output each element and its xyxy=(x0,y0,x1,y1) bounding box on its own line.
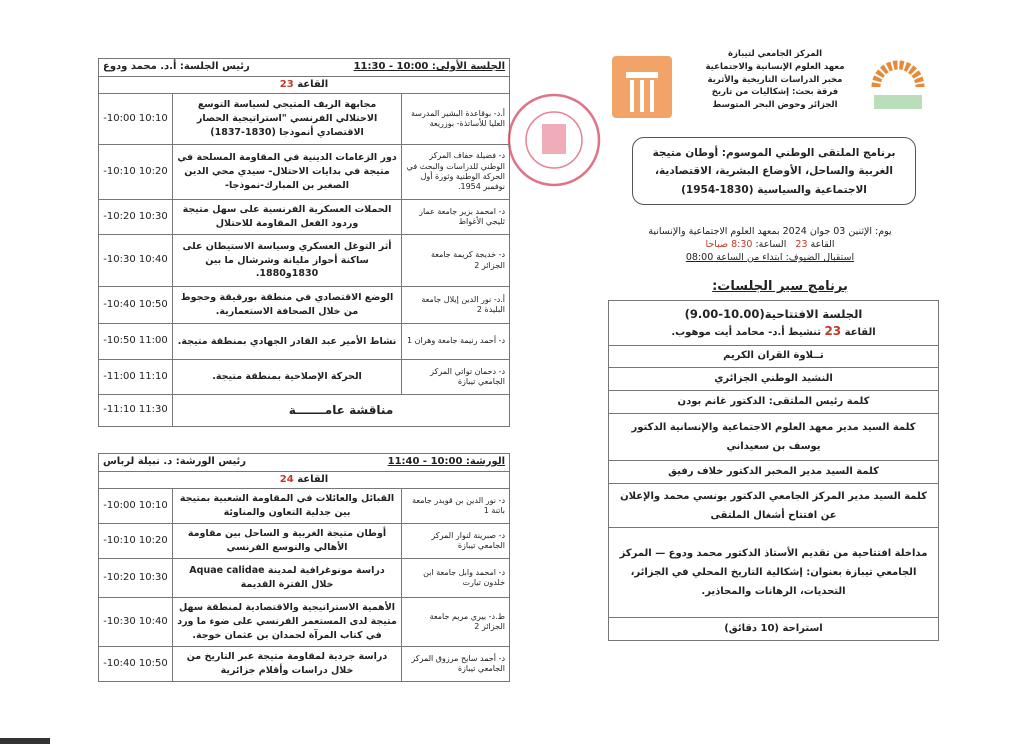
paper-title: الأهمية الاستراتيجية والاقتصادية لمنطقة سهل متيجة لدى المستعمر الفرنسي على ضوء ما ورد في كتاب المرآة لحمدان بن عثمان خوجة. xyxy=(173,598,402,647)
session-title: الجلسة الأولى: 10:00 - 11:30 xyxy=(353,61,506,72)
opening-header xyxy=(609,301,939,346)
table-row xyxy=(99,598,510,647)
header-line: الجزائر وحوض البحر المتوسط xyxy=(712,100,838,110)
opening-item: كلمة السيد مدير المخبر الدكتور خلاف رفيق xyxy=(609,461,939,484)
time-slot: -10:10 10:20 xyxy=(99,145,173,200)
time-slot: -10:00 10:10 xyxy=(99,489,173,524)
time-slot: -10:10 10:20 xyxy=(99,524,173,559)
speaker-cell: أ.د- نور الدين إيلال جامعة البليدة 2 xyxy=(402,287,510,324)
start-time: 8:30 صباحا xyxy=(705,239,753,250)
time-label: الساعة: xyxy=(755,239,787,250)
paper-title: دراسة جردية لمقاومة متيجة عبر التاريخ من خلال دراسات وأقلام جزائرية xyxy=(173,647,402,682)
opening-item: كلمة السيد مدير المركز الجامعي الدكتور يونسي محمد والإعلان عن افتتاح أشغال الملتقى xyxy=(609,484,939,528)
time-slot: -10:20 10:30 xyxy=(99,559,173,598)
workshop-chair: رئيس الورشة: د. نبيلة لرباس xyxy=(103,456,247,467)
room-label: القاعة xyxy=(297,78,329,90)
speaker-cell: أ.د- بوقاعدة البشير المدرسة العليا للأساتذة- بوزريعة xyxy=(402,94,510,145)
general-discussion: مناقشة عامـــــــة xyxy=(173,395,510,427)
header-line: مخبر الدراسات التاريخية والأثرية xyxy=(707,74,843,85)
session1-header xyxy=(99,59,510,77)
moderator: تنشيط أ.د- محامد أيت موهوب. xyxy=(671,326,821,338)
time-slot: -10:00 10:10 xyxy=(99,94,173,145)
institution-header xyxy=(690,48,860,112)
time-slot: -10:30 10:40 xyxy=(99,235,173,287)
program-title: برنامج سير الجلسات: xyxy=(712,279,848,294)
table-row xyxy=(99,360,510,395)
table-row xyxy=(99,287,510,324)
session-chair: رئيس الجلسة: أ.د. محمد ودوع xyxy=(103,61,250,72)
speaker-cell: د- خديجة كريمة جامعة الجزائر 2 xyxy=(402,235,510,287)
room-number: 24 xyxy=(279,473,294,485)
room-label: القاعة xyxy=(844,326,876,338)
corner-bar xyxy=(0,738,50,744)
paper-title: دور الزعامات الدينية في المقاومة المسلحة في متيجة في بدايات الاحتلال- سيدي محي الدين الصغير بن المبارك-نموذجا- xyxy=(173,145,402,200)
room-label: القاعة xyxy=(810,239,835,250)
session1-room xyxy=(99,76,510,94)
opening-item: مداخلة افتتاحية من تقديم الأستاذ الدكتور محمد ودوع — المركز الجامعي تيبازة بعنوان: إشكالية التاريخ المحلي في الجزائر، التحديات، الرهانات والمحاذير. xyxy=(609,528,939,618)
university-logo xyxy=(868,55,928,115)
header-line: معهد العلوم الإنسانية والاجتماعية xyxy=(705,61,845,72)
official-stamp xyxy=(506,92,602,188)
table-row xyxy=(99,489,510,524)
speaker-cell: د- امحمد وابل جامعة ابن خلدون تيارت xyxy=(402,559,510,598)
room-number: 23 xyxy=(795,239,808,250)
opening-item: استراحة (10 دقائق) xyxy=(609,618,939,641)
table-row xyxy=(99,324,510,360)
opening-item: كلمة رئيس الملتقى: الدكتور غانم بودن xyxy=(609,391,939,414)
time-slot: -10:20 10:30 xyxy=(99,200,173,235)
speaker-cell: د- أحمد رنيمة جامعة وهران 1 xyxy=(402,324,510,360)
paper-title: القبائل والعائلات في المقاومة الشعبية بمتيجة بين جدلية التعاون والمناوئة xyxy=(173,489,402,524)
room-time-line xyxy=(620,239,920,250)
opening-title: الجلسة الافتتاحية(10.00-9.00) xyxy=(684,306,863,321)
workshop-header xyxy=(99,454,510,472)
paper-title: دراسة مونوغرافية لمدينة Aquae calidae خلال الفترة القديمة xyxy=(173,559,402,598)
reception-line: استقبال الضيوف: ابتداء من الساعة 08:00 xyxy=(685,252,855,263)
opening-item: تــلاوة القران الكريم xyxy=(609,346,939,368)
table-row xyxy=(99,524,510,559)
lera-logo xyxy=(612,56,672,118)
paper-title: أثر التوغل العسكري وسياسة الاستيطان على ساكنة أحواز مليانة وشرشال ما بين 1830و1880. xyxy=(173,235,402,287)
table-row xyxy=(99,94,510,145)
speaker-cell: د- أحمد سايح مرزوق المركز الجامعي تيبازة xyxy=(402,647,510,682)
time-slot: -11:10 11:30 xyxy=(99,395,173,427)
opening-session-table xyxy=(608,300,939,641)
workshop-title: الورشة: 10:00 - 11:40 xyxy=(387,456,506,467)
speaker-cell: د- نور الدين بن قويدر جامعة باتنة 1 xyxy=(402,489,510,524)
paper-title: الحركة الإصلاحية بمنطقة متيجة. xyxy=(173,360,402,395)
room-label: القاعة xyxy=(297,473,329,485)
paper-title: أوطان متيجة الغربية و الساحل بين مقاومة الأهالي والتوسع الفرنسي xyxy=(173,524,402,559)
table-row xyxy=(99,559,510,598)
paper-title: مجابهة الريف المتيجي لسياسة التوسع الاحتلالي الفرنسي "استراتيجية الحصار الاقتصادي أنموذجا (1830-1837) xyxy=(173,94,402,145)
time-slot: -10:50 11:00 xyxy=(99,324,173,360)
room-number: 23 xyxy=(279,78,294,90)
header-line: المركز الجامعي لتيبازة xyxy=(727,49,823,59)
paper-title: الوضع الاقتصادي في منطقة بورقيقة وحجوط من خلال الصحافة الاستعمارية. xyxy=(173,287,402,324)
session1-table xyxy=(98,58,510,427)
speaker-cell: د- فضيلة حفاف المركز الوطني للدراسات والبحث في الحركة الوطنية وثورة أول نوفمبر 1954. xyxy=(402,145,510,200)
paper-title: نشاط الأمير عبد القادر الجهادي بمنطقة متيجة. xyxy=(173,324,402,360)
room-number: 23 xyxy=(824,323,842,338)
time-slot: -10:30 10:40 xyxy=(99,598,173,647)
event-info xyxy=(620,226,920,263)
time-slot: -11:00 11:10 xyxy=(99,360,173,395)
date-line: يوم: الإثنين 03 جوان 2024 بمعهد العلوم الاجتماعية والإنسانية xyxy=(648,226,892,237)
table-row xyxy=(99,145,510,200)
paper-title: الحملات العسكرية الفرنسية على سهل متيجة وردود الفعل المقاومة للاحتلال xyxy=(173,200,402,235)
speaker-cell: د- دحمان تواتي المركز الجامعي تيبازة xyxy=(402,360,510,395)
header-line: فرقة بحث: إشكاليات من تاريخ xyxy=(711,87,839,98)
table-row xyxy=(99,647,510,682)
speaker-cell: د- امحمد بزير جامعة عمار ثليجي الأغواط xyxy=(402,200,510,235)
time-slot: -10:40 10:50 xyxy=(99,287,173,324)
workshop-room xyxy=(99,471,510,489)
conference-title: برنامج الملتقى الوطني الموسوم: أوطان متيجة الغربية والساحل، الأوضاع البشرية، الاقتصادية، الاجتماعية والسياسية (1830-1954) xyxy=(632,137,916,205)
workshop-table xyxy=(98,453,510,682)
table-row xyxy=(99,200,510,235)
speaker-cell: د- صبرينة لنوار المركز الجامعي تيبازة xyxy=(402,524,510,559)
table-row xyxy=(99,235,510,287)
opening-item: النشيد الوطني الجزائري xyxy=(609,368,939,391)
time-slot: -10:40 10:50 xyxy=(99,647,173,682)
opening-item: كلمة السيد مدير معهد العلوم الاجتماعية والإنسانية الدكتور يوسف بن سعيداني xyxy=(609,414,939,461)
speaker-cell: ط.د- بيري مريم جامعة الجزائر 2 xyxy=(402,598,510,647)
